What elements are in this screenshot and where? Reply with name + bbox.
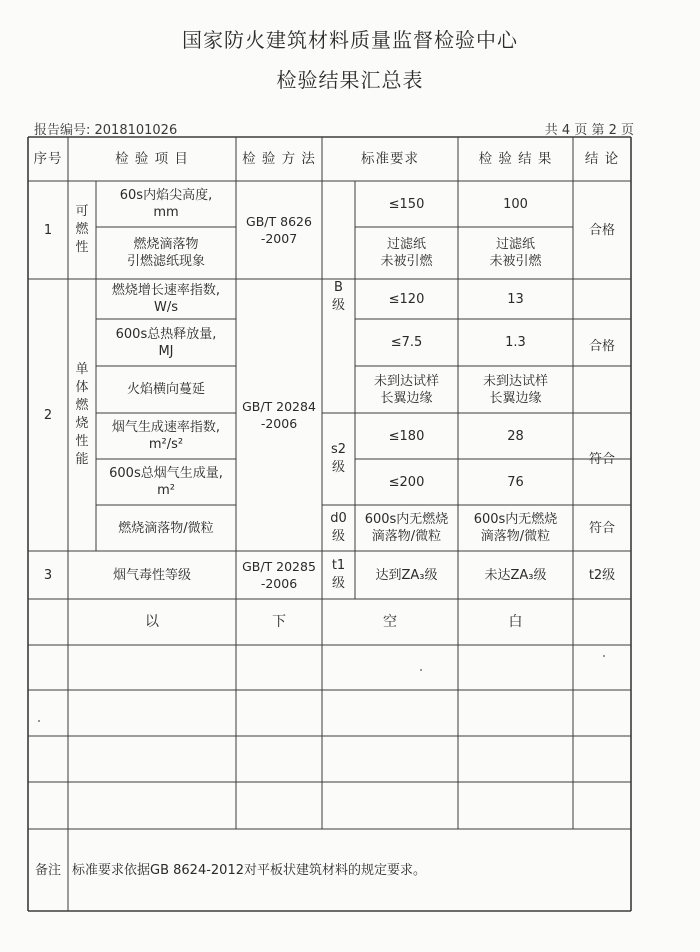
- remark-label: 备注: [34, 862, 61, 878]
- seal-stamp-fragment: [682, 555, 700, 705]
- scan-speck: [38, 720, 40, 722]
- result-droplets: 600s内无燃烧 滴落物/微粒: [473, 512, 558, 544]
- level-b-label: B 级: [331, 280, 345, 313]
- result-drip-ignition: 过滤纸 未被引燃: [489, 237, 542, 269]
- conclusion-1: 合格: [588, 222, 615, 238]
- result-tsp600: 76: [507, 474, 524, 490]
- result-smogra: 28: [507, 428, 524, 444]
- conclusion-2b: 符合: [588, 451, 615, 467]
- scan-speck: [420, 669, 422, 671]
- item-thr600: 600s总热释放量, MJ: [115, 326, 217, 359]
- req-figra: ≤120: [388, 291, 425, 307]
- row-number-3: 3: [43, 567, 53, 583]
- blank-marker-4: 白: [508, 613, 523, 630]
- remark-text: 标准要求依据GB 8624-2012对平板状建筑材料的规定要求。: [72, 862, 426, 878]
- group-flammability: 可 燃 性: [75, 204, 89, 255]
- item-tsp600: 600s总烟气生成量, m²: [109, 466, 223, 498]
- conclusion-2c: 符合: [588, 520, 615, 536]
- req-smogra: ≤180: [388, 428, 425, 444]
- col-header-no: 序号: [33, 150, 63, 167]
- level-d0: d0 级: [330, 511, 347, 544]
- item-smogra: 烟气生成速率指数, m²/s²: [111, 420, 221, 452]
- result-smoke-toxicity: 未达ZA₃级: [484, 567, 547, 583]
- level-b: [322, 181, 355, 413]
- scan-speck: [603, 655, 605, 657]
- item-smoke-toxicity: 烟气毒性等级: [112, 567, 191, 583]
- group-sbi: 单 体 燃 烧 性 能: [75, 362, 89, 467]
- blank-marker-2: 下: [272, 613, 286, 630]
- item-droplets: 燃烧滴落物/微粒: [118, 520, 214, 536]
- col-header-item: 检 验 项 目: [115, 150, 189, 167]
- row-number-1: 1: [43, 222, 53, 238]
- req-smoke-toxicity: 达到ZA₃级: [375, 567, 438, 583]
- item-drip-ignition: 燃烧滴落物 引燃滤纸现象: [126, 237, 205, 269]
- method-gbt20285: GB/T 20285 -2006: [242, 559, 316, 591]
- result-flame-tip-height: 100: [503, 196, 528, 212]
- level-s2: s2 级: [330, 442, 347, 475]
- item-figra: 燃烧增长速率指数, W/s: [111, 283, 221, 315]
- result-lfs: 未到达试样 长翼边缘: [482, 373, 548, 406]
- method-gbt8626: GB/T 8626 -2007: [246, 214, 312, 246]
- col-header-requirement: 标准要求: [361, 150, 419, 167]
- report-number: 报告编号: 2018101026: [34, 123, 178, 138]
- blank-marker-1: 以: [145, 613, 159, 630]
- conclusion-3: t2级: [588, 567, 616, 583]
- col-header-result: 检 验 结 果: [478, 150, 553, 167]
- result-figra: 13: [507, 291, 524, 307]
- blank-marker-3: 空: [383, 613, 397, 630]
- result-thr600: 1.3: [505, 335, 526, 350]
- req-tsp600: ≤200: [388, 474, 425, 490]
- req-flame-tip-height: ≤150: [388, 196, 425, 212]
- col-header-method: 检 验 方 法: [242, 150, 316, 167]
- req-lfs: 未到达试样 长翼边缘: [373, 373, 439, 406]
- req-drip-ignition: 过滤纸 未被引燃: [380, 237, 433, 269]
- method-gbt20284: GB/T 20284 -2006: [242, 399, 316, 431]
- page-indicator: 共 4 页 第 2 页: [544, 123, 634, 138]
- item-flame-tip-height: 60s内焰尖高度, mm: [119, 188, 213, 220]
- req-thr600: ≤7.5: [390, 335, 423, 350]
- level-t1: t1 级: [331, 558, 346, 591]
- row-number-2: 2: [43, 407, 53, 423]
- col-header-conclusion: 结 论: [584, 150, 620, 167]
- report-subtitle: 检验结果汇总表: [276, 68, 424, 92]
- item-lfs: 火焰横向蔓延: [126, 382, 205, 397]
- conclusion-2a: 合格: [588, 338, 615, 354]
- report-title: 国家防火建筑材料质量监督检验中心: [182, 28, 518, 52]
- req-droplets: 600s内无燃烧 滴落物/微粒: [364, 512, 449, 544]
